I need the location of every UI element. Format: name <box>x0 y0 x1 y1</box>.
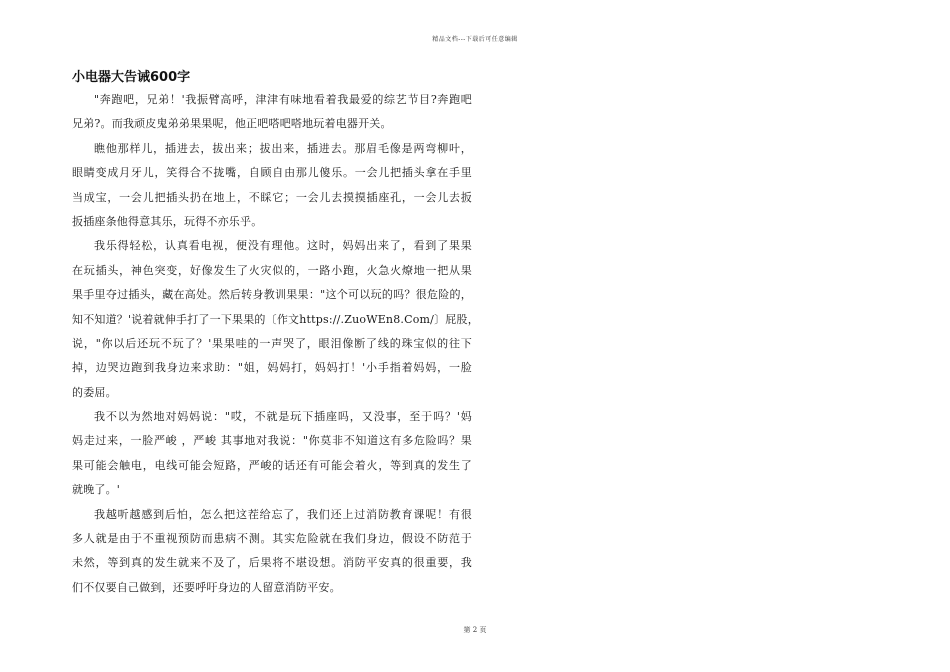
text-line: 就晚了。' <box>72 483 121 497</box>
text-line: 扳插座条他得意其乐，玩得不亦乐乎。 <box>72 214 263 228</box>
paragraph-1 <box>72 88 472 137</box>
text-line: 掉，边哭边跑到我身边来求助："姐，妈妈打，妈妈打！'小手指着妈妈，一脸 <box>72 361 472 375</box>
text-line: 们不仅要自己做到，还要呼吁身边的人留意消防平安。 <box>72 580 341 594</box>
paragraph-3 <box>72 234 479 405</box>
text-line: 的委屈。 <box>72 385 117 399</box>
text-line: 多人就是由于不重视预防而患病不测。其实危险就在我们身边，假设不防范于 <box>72 532 472 546</box>
text-line: 我不以为然地对妈妈说："哎，不就是玩下插座吗，又没事，至于吗？'妈 <box>94 410 472 424</box>
text-line: 在玩插头，神色突变，好像发生了火灾似的，一路小跑，火急火燎地一把从果 <box>72 263 472 277</box>
text-line: 当成宝，一会儿把插头扔在地上，不睬它；一会儿去摸摸插座孔，一会儿去扳 <box>72 190 472 204</box>
text-line: 瞧他那样儿，插进去，拔出来；拔出来，插进去。那眉毛像是两弯柳叶， <box>94 141 472 155</box>
document-title: 小电器大告诫600字 <box>72 70 191 85</box>
text-line: 未然，等到真的发生就来不及了，后果将不堪设想。消防平安真的很重要，我 <box>72 556 472 570</box>
paragraph-5 <box>72 503 472 601</box>
paragraph-2 <box>72 137 472 235</box>
text-line: 知不知道？'说着就伸手打了一下果果的〔作文https://.ZuoWEn8.Com/〕屁股， <box>72 312 479 326</box>
page-number: 第 2 页 <box>463 626 487 634</box>
text-line: 眼睛变成月牙儿，笑得合不拢嘴，自顾自由那儿傻乐。一会儿把插头拿在手里 <box>72 166 472 180</box>
text-line: 我越听越感到后怕，怎么把这茬给忘了，我们还上过消防教育课呢！有很 <box>94 507 472 521</box>
page-header: 精品文档---下载后可任意编辑 <box>432 36 518 43</box>
text-line: 果手里夺过插头，藏在高处。然后转身教训果果："这个可以玩的吗？很危险的， <box>72 288 472 302</box>
text-line: 妈走过来，一脸严峻 ，严峻 其事地对我说："你莫非不知道这有多危险吗？果 <box>72 434 472 448</box>
paragraph-4 <box>72 405 472 503</box>
text-line: 兄弟?。而我顽皮鬼弟弟果果呢，他正吧嗒吧嗒地玩着电器开关。 <box>72 117 392 131</box>
text-line: 说，"你以后还玩不玩了？'果果哇的一声哭了，眼泪像断了线的珠宝似的往下 <box>72 336 472 350</box>
text-line: 果可能会触电，电线可能会短路，严峻的话还有可能会着火，等到真的发生了 <box>72 458 472 472</box>
text-line: "奔跑吧，兄弟！'我振臂高呼，津津有味地看着我最爱的综艺节目?奔跑吧 <box>94 93 472 106</box>
document-body <box>72 88 479 600</box>
text-line: 我乐得轻松，认真看电视，便没有理他。这时，妈妈出来了，看到了果果 <box>94 239 472 253</box>
